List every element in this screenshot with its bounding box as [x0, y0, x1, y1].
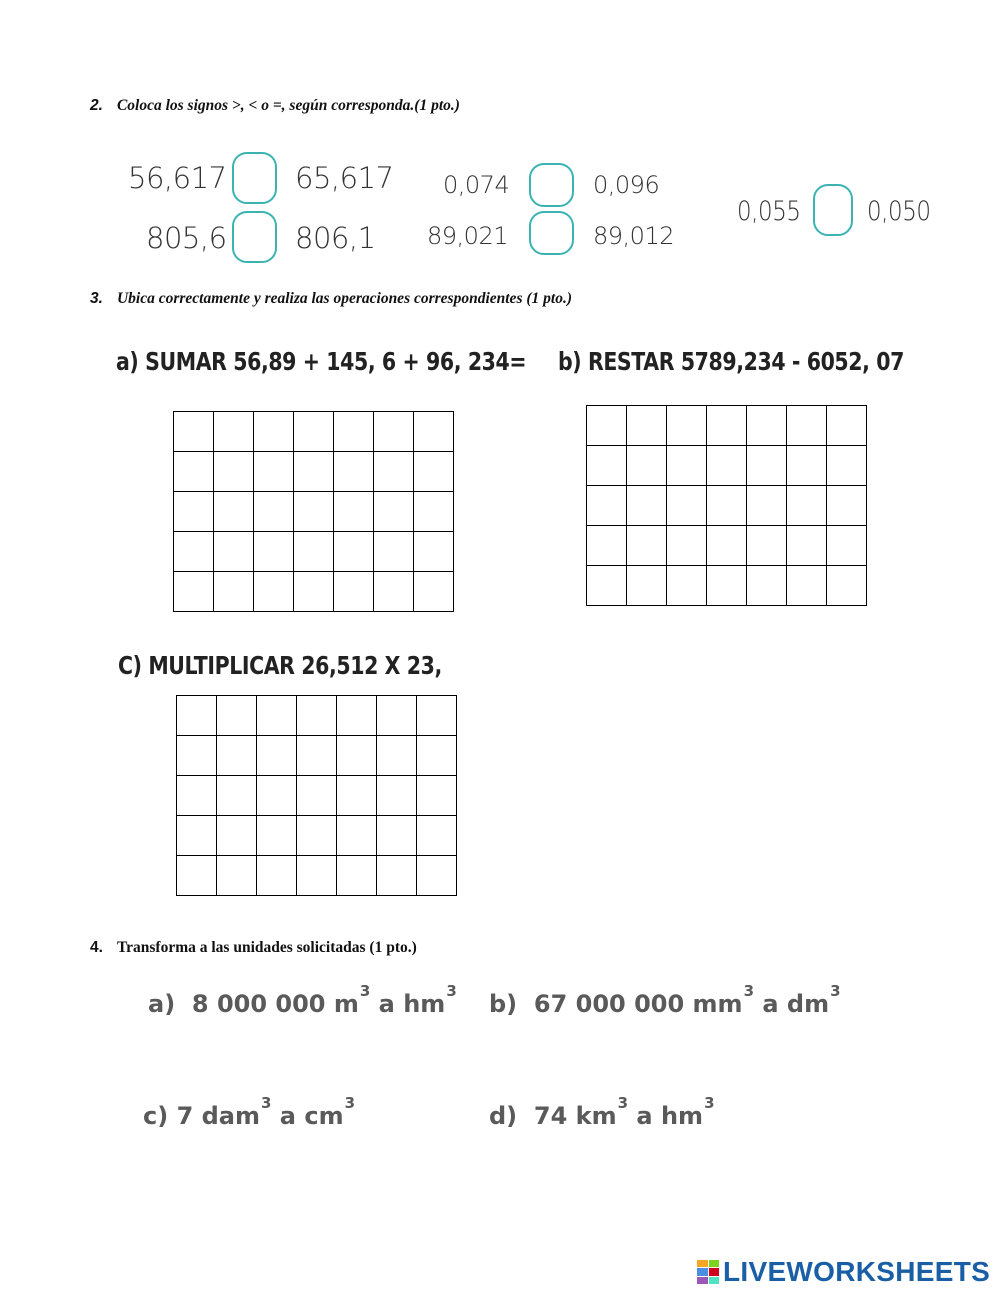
grid-cell[interactable] [217, 776, 257, 816]
grid-cell[interactable] [414, 492, 454, 532]
logo-mark-icon [697, 1260, 719, 1284]
grid-cell[interactable] [214, 452, 254, 492]
grid-cell[interactable] [294, 532, 334, 572]
grid-cell[interactable] [417, 736, 457, 776]
grid-cell[interactable] [414, 412, 454, 452]
conversion-target: a hm [636, 1102, 704, 1130]
exponent: 3 [830, 982, 841, 1000]
grid-cell[interactable] [334, 532, 374, 572]
grid-cell[interactable] [337, 816, 377, 856]
grid-cell[interactable] [337, 776, 377, 816]
question-number: 3. [90, 290, 103, 307]
question-text: Ubica correctamente y realiza las operaciones correspondientes (1 pto.) [116, 290, 572, 307]
grid-cell[interactable] [417, 816, 457, 856]
conversion-b [489, 982, 841, 1018]
grid-cell[interactable] [214, 532, 254, 572]
grid-cell[interactable] [177, 736, 217, 776]
grid-cell[interactable] [294, 492, 334, 532]
grid-cell[interactable] [707, 446, 747, 486]
compare-left-value: 0,055 [737, 196, 801, 227]
grid-cell[interactable] [747, 486, 787, 526]
grid-cell[interactable] [377, 816, 417, 856]
grid-cell[interactable] [297, 776, 337, 816]
grid-cell[interactable] [417, 696, 457, 736]
grid-cell[interactable] [787, 446, 827, 486]
compare-right-value: 0,050 [867, 196, 931, 227]
grid-cell[interactable] [827, 446, 867, 486]
grid-cell[interactable] [747, 406, 787, 446]
compare-right-value: 806,1 [295, 221, 376, 255]
grid-cell[interactable] [414, 452, 454, 492]
grid-cell[interactable] [707, 486, 747, 526]
grid-cell[interactable] [667, 486, 707, 526]
conversion-value: 8 000 000 m [191, 990, 359, 1018]
exponent: 3 [743, 982, 754, 1000]
grid-cell[interactable] [254, 572, 294, 612]
compare-left-value: 0,074 [443, 171, 510, 199]
grid-cell[interactable] [174, 532, 214, 572]
grid-cell[interactable] [707, 406, 747, 446]
grid-cell[interactable] [374, 492, 414, 532]
grid-cell[interactable] [254, 452, 294, 492]
grid-cell[interactable] [214, 492, 254, 532]
grid-cell[interactable] [414, 532, 454, 572]
grid-cell[interactable] [177, 696, 217, 736]
grid-cell[interactable] [254, 412, 294, 452]
grid-cell[interactable] [294, 412, 334, 452]
grid-cell[interactable] [587, 526, 627, 566]
grid-cell[interactable] [214, 412, 254, 452]
grid-cell[interactable] [257, 816, 297, 856]
grid-cell[interactable] [334, 572, 374, 612]
answer-box[interactable] [529, 163, 574, 207]
grid-cell[interactable] [294, 452, 334, 492]
conversion-label: a) [148, 990, 176, 1018]
grid-cell[interactable] [337, 696, 377, 736]
answer-box[interactable] [813, 184, 853, 236]
grid-cell[interactable] [627, 446, 667, 486]
conversion-label: c) [143, 1102, 169, 1130]
grid-cell[interactable] [627, 406, 667, 446]
conversion-target: a cm [279, 1102, 344, 1130]
compare-right-value: 65,617 [295, 161, 394, 195]
operation-c-multiply: C) MULTIPLICAR 26,512 X 23, [118, 651, 442, 680]
grid-cell[interactable] [827, 566, 867, 606]
answer-box[interactable] [232, 211, 277, 263]
conversion-label: b) [489, 990, 518, 1018]
grid-cell[interactable] [297, 856, 337, 896]
grid-cell[interactable] [294, 572, 334, 612]
grid-cell[interactable] [627, 566, 667, 606]
exponent: 3 [344, 1094, 356, 1112]
grid-cell[interactable] [374, 572, 414, 612]
grid-cell[interactable] [297, 816, 337, 856]
grid-cell[interactable] [587, 446, 627, 486]
grid-cell[interactable] [414, 572, 454, 612]
grid-cell[interactable] [707, 526, 747, 566]
grid-cell[interactable] [257, 856, 297, 896]
question-text: Transforma a las unidades solicitadas (1 pto.) [116, 939, 417, 956]
compare-left-value: 89,021 [427, 222, 508, 250]
grid-cell[interactable] [707, 566, 747, 606]
answer-grid-b[interactable] [586, 405, 867, 606]
grid-cell[interactable] [374, 412, 414, 452]
grid-cell[interactable] [374, 452, 414, 492]
grid-cell[interactable] [587, 486, 627, 526]
exponent: 3 [359, 982, 371, 1000]
grid-cell[interactable] [667, 566, 707, 606]
grid-cell[interactable] [377, 696, 417, 736]
grid-cell[interactable] [747, 526, 787, 566]
answer-box[interactable] [232, 152, 277, 204]
grid-cell[interactable] [827, 526, 867, 566]
question-number: 2. [90, 97, 103, 114]
compare-left-value: 56,617 [128, 161, 227, 195]
grid-cell[interactable] [417, 856, 457, 896]
grid-cell[interactable] [257, 736, 297, 776]
grid-cell[interactable] [177, 816, 217, 856]
compare-left-value: 805,6 [146, 221, 227, 255]
grid-cell[interactable] [787, 566, 827, 606]
grid-cell[interactable] [417, 776, 457, 816]
grid-cell[interactable] [667, 446, 707, 486]
grid-cell[interactable] [217, 736, 257, 776]
conversion-label: d) [489, 1102, 518, 1130]
grid-cell[interactable] [377, 776, 417, 816]
compare-right-value: 0,096 [593, 171, 660, 199]
grid-cell[interactable] [627, 486, 667, 526]
grid-cell[interactable] [174, 412, 214, 452]
answer-grid-c[interactable] [176, 695, 457, 896]
grid-cell[interactable] [337, 856, 377, 896]
question-2-heading [90, 97, 460, 115]
exponent: 3 [446, 982, 457, 1000]
question-text: Coloca los signos >, < o =, según corresponda.(1 pto.) [116, 97, 460, 114]
operation-b-subtract: b) RESTAR 5789,234 - 6052, 07 [558, 347, 904, 376]
grid-cell[interactable] [177, 776, 217, 816]
question-4-heading [90, 939, 417, 957]
conversion-c [143, 1094, 356, 1130]
exponent: 3 [617, 1094, 629, 1112]
compare-right-value: 89,012 [593, 222, 674, 250]
grid-cell[interactable] [587, 406, 627, 446]
grid-cell[interactable] [787, 406, 827, 446]
grid-cell[interactable] [787, 486, 827, 526]
grid-cell[interactable] [174, 452, 214, 492]
grid-cell[interactable] [827, 486, 867, 526]
grid-cell[interactable] [334, 452, 374, 492]
grid-cell[interactable] [587, 566, 627, 606]
conversion-target: a dm [762, 990, 830, 1018]
grid-cell[interactable] [174, 572, 214, 612]
grid-cell[interactable] [667, 526, 707, 566]
logo-text: LIVEWORKSHEETS [723, 1256, 991, 1287]
grid-cell[interactable] [214, 572, 254, 612]
grid-cell[interactable] [747, 566, 787, 606]
conversion-d [489, 1094, 715, 1130]
exponent: 3 [261, 1094, 272, 1112]
grid-cell[interactable] [787, 526, 827, 566]
grid-cell[interactable] [627, 526, 667, 566]
liveworksheets-logo [697, 1256, 990, 1288]
answer-grid-a[interactable] [173, 411, 454, 612]
exponent: 3 [704, 1094, 715, 1112]
grid-cell[interactable] [747, 446, 787, 486]
grid-cell[interactable] [377, 856, 417, 896]
grid-cell[interactable] [254, 492, 294, 532]
grid-cell[interactable] [254, 532, 294, 572]
question-number: 4. [90, 939, 103, 956]
conversion-value: 67 000 000 mm [533, 990, 743, 1018]
grid-cell[interactable] [177, 856, 217, 896]
grid-cell[interactable] [217, 696, 257, 736]
grid-cell[interactable] [667, 406, 707, 446]
grid-cell[interactable] [374, 532, 414, 572]
grid-cell[interactable] [334, 412, 374, 452]
grid-cell[interactable] [174, 492, 214, 532]
conversion-value: 74 km [533, 1102, 617, 1130]
grid-cell[interactable] [217, 856, 257, 896]
conversion-value: 7 dam [176, 1102, 260, 1130]
grid-cell[interactable] [334, 492, 374, 532]
grid-cell[interactable] [337, 736, 377, 776]
grid-cell[interactable] [297, 696, 337, 736]
grid-cell[interactable] [827, 406, 867, 446]
grid-cell[interactable] [217, 816, 257, 856]
conversion-target: a hm [378, 990, 446, 1018]
grid-cell[interactable] [377, 736, 417, 776]
conversion-a [148, 982, 457, 1018]
grid-cell[interactable] [297, 736, 337, 776]
operation-a-sum: a) SUMAR 56,89 + 145, 6 + 96, 234= [116, 347, 527, 376]
question-3-heading [90, 290, 572, 308]
grid-cell[interactable] [257, 776, 297, 816]
grid-cell[interactable] [257, 696, 297, 736]
answer-box[interactable] [529, 211, 574, 255]
